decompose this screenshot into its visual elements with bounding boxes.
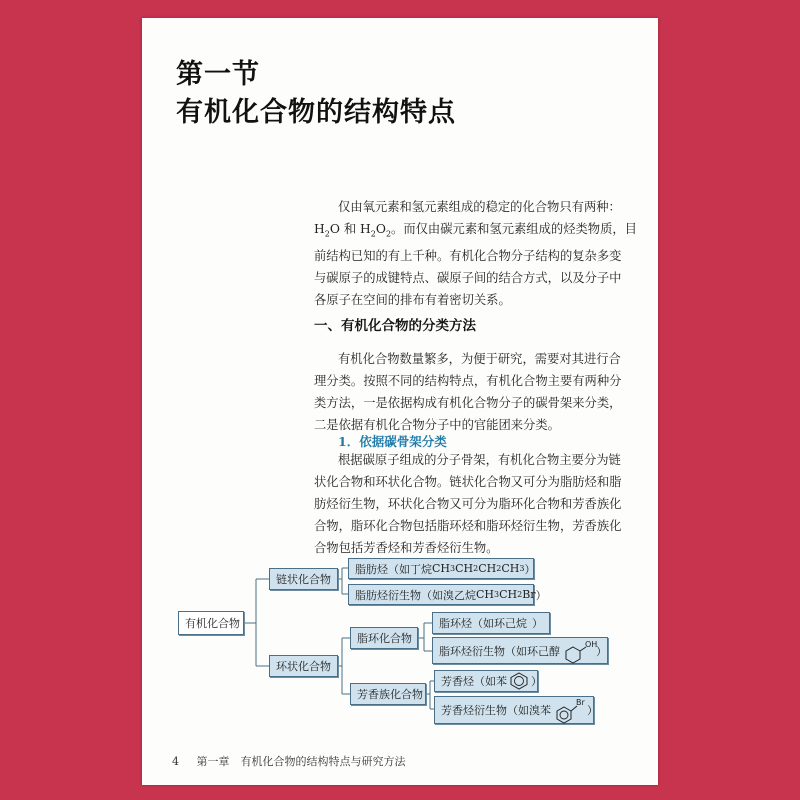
- node-alicyclic-derivative: 脂环烃衍生物（如环己醇 OH ）: [432, 637, 608, 664]
- heading-carbon-skeleton: 1．依据碳骨架分类: [338, 434, 447, 449]
- bromobenzene-icon: [552, 697, 586, 724]
- node-alicyclic-compound: 脂环化合物: [350, 627, 418, 649]
- section-title: 有机化合物的结构特点: [176, 97, 456, 128]
- chapter-title: 第一章 有机化合物的结构特点与研究方法: [196, 755, 406, 768]
- intro-line-1: 仅由氧元素和氢元素组成的稳定的化合物只有两种：: [338, 200, 621, 214]
- benzene-icon: [509, 672, 529, 690]
- skeleton-paragraph: [314, 449, 622, 559]
- para3-line-4: 合物，脂环化合物包括脂环烃和脂环烃衍生物，芳香族化: [314, 519, 622, 533]
- node-organic-compound: 有机化合物: [178, 611, 244, 635]
- cyclohexane-icon: [529, 614, 530, 632]
- page-number: 4: [172, 755, 179, 768]
- br-label: Br: [576, 697, 585, 707]
- page-footer: [172, 753, 406, 769]
- node-chain-compound: 链状化合物: [269, 568, 338, 590]
- node-aromatic-hydrocarbon: 芳香烃（如苯 ）: [434, 670, 538, 692]
- oh-label: OH: [585, 639, 598, 649]
- classification-paragraph: [314, 348, 622, 436]
- intro-line-3: 前结构已知的有上千种。有机化合物分子结构的复杂多变: [314, 249, 622, 264]
- section-label: 第一节: [176, 59, 260, 90]
- para2-line-2: 理分类。按照不同的结构特点，有机化合物主要有两种分: [314, 374, 622, 388]
- para3-line-2: 状化合物和环状化合物。链状化合物又可分为脂肪烃和脂: [314, 475, 622, 489]
- textbook-page: [142, 18, 658, 785]
- node-aromatic-compound: 芳香族化合物: [350, 683, 426, 705]
- node-ring-compound: 环状化合物: [269, 655, 338, 677]
- para3-line-3: 肪烃衍生物，环状化合物又可分为脂环化合物和芳香族化: [314, 497, 622, 511]
- para3-line-5: 合物包括芳香烃和芳香烃衍生物。: [314, 541, 499, 555]
- para3-line-1: 根据碳原子组成的分子骨架，有机化合物主要分为链: [338, 453, 621, 467]
- cyclohexanol-icon: [561, 638, 598, 664]
- intro-line-2: $H_2O$ 和 $H_2O_2$。而仅由碳元素和氢元素组成的烃类物质，目: [314, 222, 637, 239]
- heading-classification-methods: 一、有机化合物的分类方法: [314, 318, 476, 334]
- intro-line-5: 各原子在空间的排布有着密切关系。: [314, 293, 511, 308]
- para2-line-4: 二是依据有机化合物分子中的官能团来分类。: [314, 418, 560, 432]
- intro-paragraph: [314, 196, 637, 311]
- node-aliphatic-hydrocarbon: 脂肪烃（如丁烷 CH 3 CH 2 CH 2 CH 3 ）: [348, 558, 534, 579]
- para2-line-3: 类方法，一是依据构成有机化合物分子的碳骨架来分类，: [314, 396, 622, 410]
- node-aliphatic-derivative: 脂肪烃衍生物（如溴乙烷 CH 3 CH 2 Br ）: [348, 584, 534, 605]
- para2-line-1: 有机化合物数量繁多，为便于研究，需要对其进行合: [338, 352, 621, 366]
- node-alicyclic-hydrocarbon: 脂环烃（如环己烷 ）: [432, 612, 550, 634]
- node-aromatic-derivative: 芳香烃衍生物（如溴苯 Br ）: [434, 696, 594, 724]
- intro-line-4: 与碳原子的成键特点、碳原子间的结合方式，以及分子中: [314, 271, 622, 286]
